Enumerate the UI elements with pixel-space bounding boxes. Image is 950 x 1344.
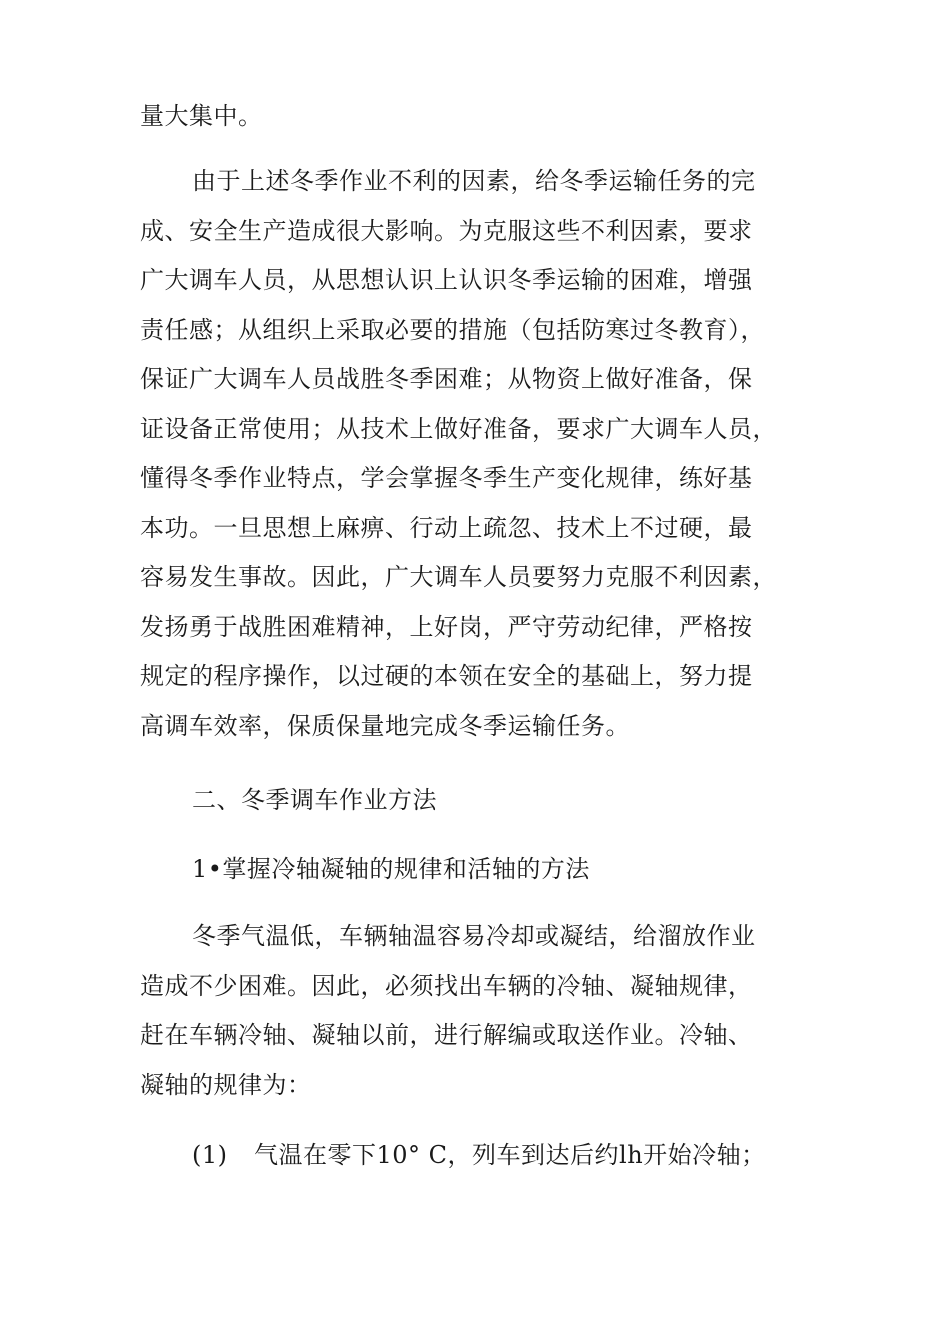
list-item-marker: (1) xyxy=(192,1141,228,1169)
paragraph-line: 由于上述冬季作业不利的因素，给冬季运输任务的完 xyxy=(192,167,756,195)
list-item-text: 气温在零下10° C，列车到达后约lh开始冷轴； xyxy=(254,1141,766,1169)
paragraph-line: 保证广大调车人员战胜冬季困难；从物资上做好准备，保 xyxy=(140,365,753,393)
subsection-heading xyxy=(140,845,790,895)
paragraph-line: 发扬勇于战胜困难精神，上好岗，严守劳动纪律，严格按 xyxy=(140,612,753,641)
section-heading-text: 二、冬季调车作业方法 xyxy=(192,786,437,814)
paragraph-line: 责任感；从组织上采取必要的措施（包括防寒过冬教育）， xyxy=(140,315,765,344)
list-item-line xyxy=(140,1135,790,1175)
paragraph-line: 赶在车辆冷轴、凝轴以前，进行解编或取送作业。冷轴、 xyxy=(140,1021,753,1049)
subsection-heading-text: 1•掌握冷轴凝轴的规律和活轴的方法 xyxy=(192,855,590,883)
paragraph-line: 广大调车人员，从思想认识上认识冬季运输的困难，增强 xyxy=(140,266,753,294)
paragraph-line: 成、安全生产造成很大影响。为克服这些不利因素，要求 xyxy=(140,216,753,245)
paragraph-winter-factors xyxy=(140,157,790,751)
paragraph-axle-rules xyxy=(140,912,790,1110)
paragraph-line: 规定的程序操作，以过硬的本领在安全的基础上，努力提 xyxy=(140,662,753,690)
section-heading xyxy=(140,776,790,826)
paragraph-continuation xyxy=(140,92,790,142)
paragraph-line: 造成不少困难。因此，必须找出车辆的冷轴、凝轴规律， xyxy=(140,971,753,1000)
paragraph-line: 容易发生事故。因此，广大调车人员要努力克服不利因素， xyxy=(140,563,777,591)
paragraph-line: 高调车效率，保质保量地完成冬季运输任务。 xyxy=(140,711,630,740)
list-item xyxy=(140,1135,790,1175)
paragraph-line: 懂得冬季作业特点，学会掌握冬季生产变化规律，练好基 xyxy=(140,464,753,492)
paragraph-line: 冬季气温低，车辆轴温容易冷却或凝结，给溜放作业 xyxy=(192,922,756,950)
paragraph-line: 本功。一旦思想上麻痹、行动上疏忽、技术上不过硬，最 xyxy=(140,513,753,542)
paragraph-line: 凝轴的规律为： xyxy=(140,1070,312,1099)
paragraph-line: 量大集中。 xyxy=(140,102,263,130)
paragraph-line: 证设备正常使用；从技术上做好准备，要求广大调车人员， xyxy=(140,414,777,443)
